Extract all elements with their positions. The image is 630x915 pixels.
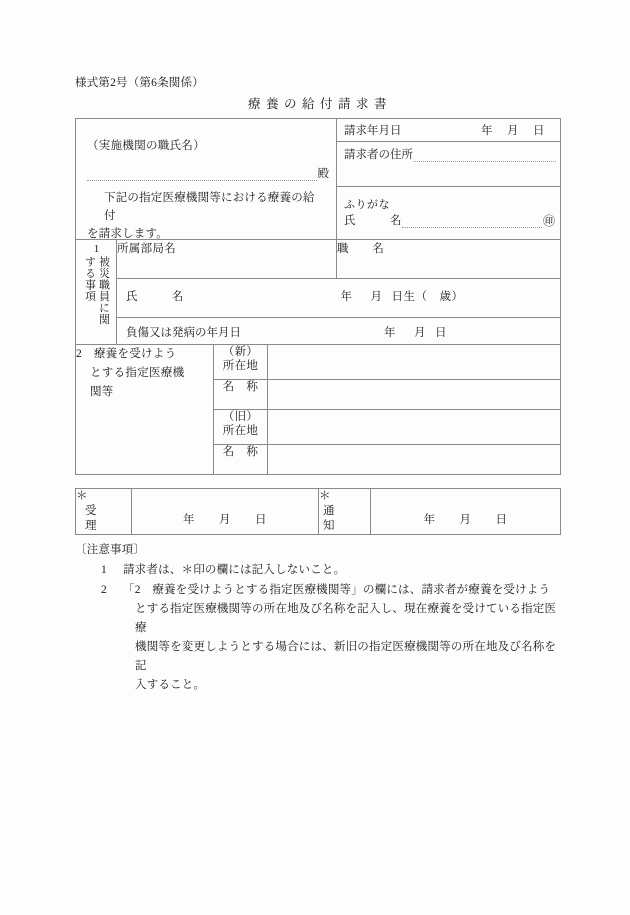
injury-year: 年 [384,327,396,339]
employee-name-field[interactable] [117,279,561,318]
issuer-label: （実施機関の職氏名） [87,140,205,152]
claim-date-cell [337,119,561,142]
new-location-label [214,345,268,380]
old-tag: （旧） [222,411,259,423]
note-number: 1 [101,564,107,576]
request-statement [87,189,326,243]
accept-month: 月 [219,514,231,526]
notify-ymd [371,511,560,527]
new-location-text: 所在地 [222,360,259,372]
position-label: 職 名 [337,243,385,255]
old-name-text: 名 称 [222,446,259,458]
new-name-value[interactable] [268,380,561,410]
notes-section [75,541,560,695]
employee-name-label: 氏 名 [126,291,184,303]
note-item [75,581,560,695]
note-number: 2 [101,584,107,596]
injury-date-label: 負傷又は発病の年月日 [126,327,241,339]
form-sheet [75,75,560,695]
claimant-address-dotted-line [413,148,556,162]
note-text [123,561,560,580]
department-field[interactable] [117,240,337,279]
notify-month: 月 [459,514,472,526]
accept-ymd [132,511,318,527]
issuer-dotted-line [87,167,317,181]
note-line-1: 「2 療養を受けようとする指定医療機関等」の欄には、請求者が療養を受けよう [123,584,551,596]
section1-table [75,239,561,345]
accept-date-cell[interactable] [132,489,319,535]
issuer-name-line[interactable] [87,167,329,181]
notes-title: 〔注意事項〕 [75,544,146,556]
old-name-label [214,445,268,475]
notify-label: 通 知 [323,505,360,532]
notify-year: 年 [423,514,436,526]
claimant-name-label: 氏 名 [344,215,402,227]
claim-date-label: 請求年月日 [344,125,402,137]
birthdate-ymd [332,288,464,304]
injury-day: 日 [435,327,447,339]
section1-vertical-left: する事項 [83,256,96,302]
section2-table [75,344,561,475]
section2-label-line1: 2 療養を受けよう [76,348,177,360]
claim-date-year: 年 [481,125,493,137]
seal-icon: ㊞ [542,214,555,228]
claim-date-month: 月 [507,125,519,137]
accept-label: 受 理 [85,505,122,532]
position-field[interactable] [337,240,561,279]
page-title: 療養の給付請求書 [247,97,392,111]
note-line-2: とする指定医療機関等の所在地及び名称を記入し、現在療養を受けている指定医療 [135,603,557,634]
accept-year: 年 [183,514,195,526]
dono-suffix: 殿 [317,168,329,180]
claimant-name-dotted-line [402,214,542,228]
new-name-label [214,380,268,410]
birth-year: 年 [340,291,353,303]
claim-date-day: 日 [533,125,545,137]
accept-day: 日 [255,514,267,526]
claimant-address-cell[interactable] [337,142,561,187]
injury-date-field[interactable] [117,318,561,345]
new-location-value[interactable] [268,345,561,380]
accept-asterisk: ＊ [76,490,88,502]
note-line-4: 入すること。 [135,679,206,691]
notify-label-cell [319,489,371,535]
request-statement-line2: を請求します。 [87,228,168,240]
note-item [75,561,560,580]
section2-label [76,345,214,475]
injury-month: 月 [414,327,426,339]
receipt-table [75,488,561,535]
note-line-3: 機関等を変更しようとする場合には、新旧の指定医療機関等の所在地及び名称を記 [135,641,557,672]
section1-vertical-right: 被災職員に関 [97,256,110,325]
section1-vertical-number: 1 [90,243,103,256]
old-name-value[interactable] [268,445,561,475]
section2-label-line3: 関等 [90,386,114,398]
note-line-1: 請求者は、＊印の欄には記入しないこと。 [123,564,346,576]
request-statement-line1: 下記の指定医療機関等における療養の給付 [104,192,315,222]
section2-label-line2: とする指定医療機 [90,367,185,379]
form-number: 様式第2号（第6条関係） [75,77,204,89]
header-table [75,118,561,240]
furigana-label: ふりがな [344,199,390,211]
claimant-name-cell[interactable] [337,187,561,240]
old-location-value[interactable] [268,410,561,445]
injury-ymd [375,324,447,340]
receipt-section [75,488,560,535]
department-label: 所属部局名 [117,243,176,255]
notify-asterisk: ＊ [319,490,331,502]
section1-vertical-label [76,240,117,345]
birth-month: 月 [370,291,383,303]
new-name-text: 名 称 [222,381,259,393]
old-location-label [214,410,268,445]
birth-day-suffix: 日生（ 歳） [391,291,464,303]
accept-label-cell [76,489,132,535]
claim-date-ymd[interactable] [474,122,552,138]
notify-date-cell[interactable] [371,489,561,535]
new-tag: （新） [222,346,259,358]
claimant-address-label: 請求者の住所 [344,149,413,161]
issuer-cell [76,119,337,240]
note-text [123,581,560,695]
notify-day: 日 [495,514,508,526]
old-location-text: 所在地 [222,425,259,437]
